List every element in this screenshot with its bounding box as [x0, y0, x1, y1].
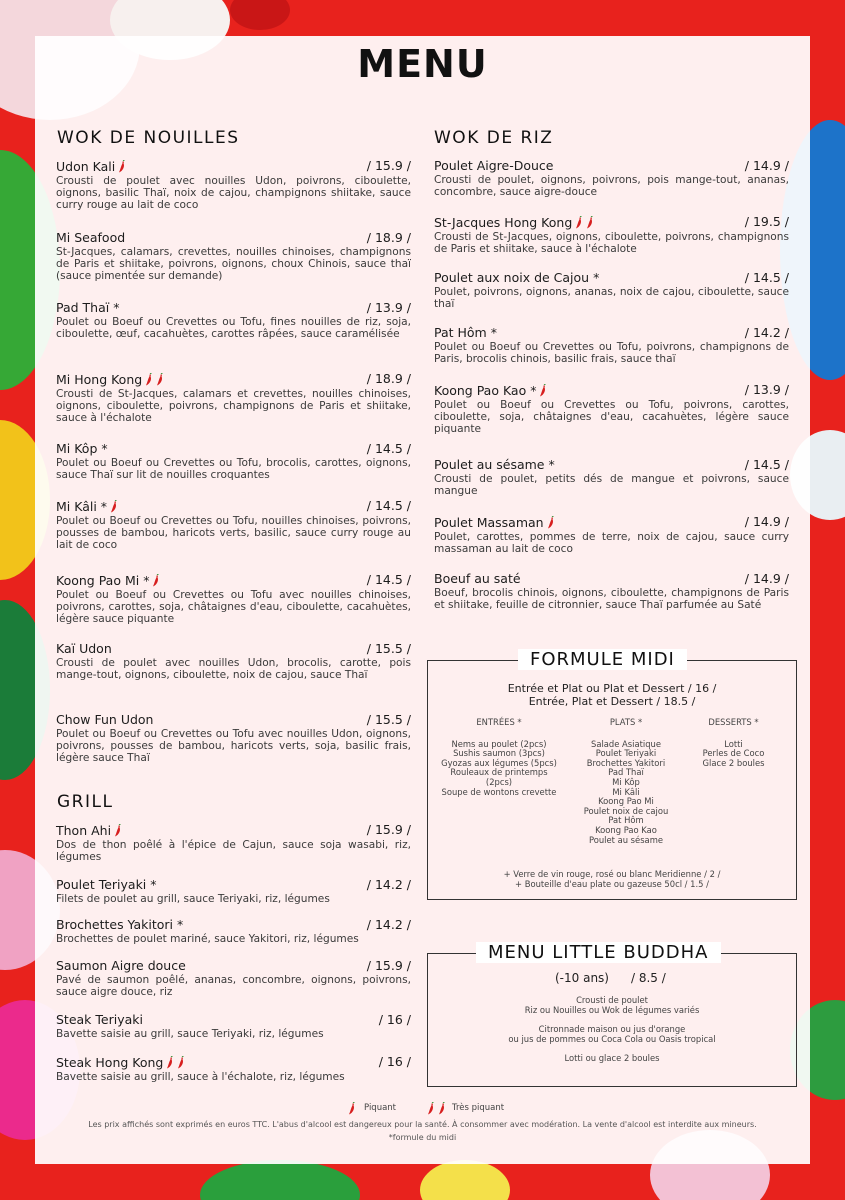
- disclaimer: Les prix affichés sont exprimés en euros TTC. L'abus d'alcool est dangereux pour la santé. À consommer avec modération. La vente d'alcool est interdite aux mineurs.: [88, 1120, 757, 1129]
- menu-item-name: [434, 214, 594, 230]
- menu-item-name-text: Boeuf au saté: [434, 571, 521, 586]
- little-buddha-title: MENU LITTLE BUDDHA: [476, 942, 721, 963]
- menu-item-name: [434, 325, 497, 340]
- menu-item-name-text: Chow Fun Udon: [56, 712, 154, 727]
- formule-list-item: Poulet noix de cajou: [583, 805, 669, 816]
- menu-item-header: [434, 270, 789, 285]
- formule-note: *formule du midi: [388, 1133, 457, 1142]
- menu-item-header: [56, 158, 411, 174]
- menu-item-description: Dos de thon poêlé à l'épice de Cajun, sauce soja wasabi, riz, légumes: [56, 839, 411, 863]
- section-heading-wok-nouilles: WOK DE NOUILLES: [57, 128, 240, 148]
- menu-item-header: [434, 158, 789, 173]
- menu-item-name-text: Saumon Aigre douce: [56, 958, 186, 973]
- menu-item: [56, 158, 411, 211]
- menu-item: [56, 371, 411, 424]
- chili-icon: [114, 824, 122, 837]
- desserts-list: [686, 740, 781, 769]
- menu-item: [56, 641, 411, 681]
- menu-item-header: [56, 441, 411, 456]
- chili-icon: [547, 516, 555, 529]
- formule-midi-title: FORMULE MIDI: [518, 649, 687, 670]
- chili-icon: [345, 1100, 356, 1116]
- formule-list-item: Lotti: [724, 738, 743, 749]
- menu-item-header: [434, 457, 789, 472]
- formule-extra-water: + Bouteille d'eau plate ou gazeuse 50cl / 1.5 /: [515, 878, 709, 889]
- page-title: MENU: [357, 42, 488, 86]
- plats-list: [567, 740, 685, 846]
- menu-item: [56, 441, 411, 481]
- menu-item-price: / 18.9 /: [366, 230, 411, 245]
- little-buddha-dessert: Lotti ou glace 2 boules: [564, 1053, 660, 1064]
- menu-item-name-text: Udon Kali: [56, 159, 116, 174]
- little-buddha-drink: Citronnade maison ou jus d'orange: [538, 1024, 686, 1035]
- menu-item-header: [434, 571, 789, 586]
- chili-icon: [166, 1056, 174, 1069]
- menu-item-description: St-Jacques, calamars, crevettes, nouilles chinoises, champignons de Paris et shiitake, poivrons, oignons, choux Chinois, sauce thaï (sauce pimentée sur demande): [56, 246, 411, 282]
- menu-item-description: Brochettes de poulet mariné, sauce Yakitori, riz, légumes: [56, 933, 359, 945]
- menu-item-price: / 14.5 /: [366, 572, 411, 587]
- chili-icon: [427, 1102, 435, 1115]
- menu-item-header: [56, 712, 411, 727]
- formule-list-item: Pat Hôm: [608, 815, 644, 826]
- chili-icon: [156, 373, 164, 386]
- menu-item: [434, 270, 789, 310]
- chili-icon: [575, 216, 583, 229]
- menu-item-description: Poulet ou Boeuf ou Crevettes ou Tofu avec nouilles Udon, oignons, poivrons, pousses de bambou, haricots verts, soja, basilic frais, légère sauce Thaï: [56, 728, 411, 764]
- menu-item-name: [56, 572, 160, 588]
- menu-item-price: / 15.5 /: [366, 712, 411, 727]
- menu-item-price: / 15.9 /: [366, 158, 411, 173]
- formule-list-item: Koong Pao Kao: [595, 824, 657, 835]
- section-heading-grill: GRILL: [57, 792, 114, 812]
- menu-item-name-text: Mi Kôp *: [56, 441, 108, 456]
- menu-item-header: [56, 641, 411, 656]
- menu-item-description: Crousti de poulet avec nouilles Udon, poivrons, ciboulette, oignons, basilic Thaï, noix de cajou, champignons shiitake, sauce curry rouge au lait de coco: [56, 175, 411, 211]
- menu-item-name-text: Brochettes Yakitori *: [56, 917, 184, 932]
- menu-item-name: [56, 917, 183, 932]
- chili-icon: [539, 384, 547, 397]
- formule-list-item: Glace 2 boules: [702, 757, 765, 768]
- menu-item-description: Crousti de St-Jacques, oignons, ciboulette, poivrons, champignons de Paris et shiitake, sauce à l'échalote: [434, 231, 789, 255]
- menu-item: [56, 1054, 411, 1083]
- formule-list-item: Poulet Teriyaki: [595, 748, 657, 759]
- formule-list-item: Gyozas aux légumes (5pcs): [441, 757, 557, 768]
- chili-icon: [145, 373, 153, 386]
- formule-list-item: Sushis saumon (3pcs): [453, 748, 545, 759]
- legend-tres-piquant: Très piquant: [452, 1103, 505, 1113]
- menu-item: [434, 514, 789, 555]
- menu-item-name-text: Mi Hong Kong: [56, 372, 143, 387]
- menu-item-description: Bavette saisie au grill, sauce à l'échalote, riz, légumes: [56, 1071, 345, 1083]
- formule-midi-option-1: Entrée et Plat ou Plat et Dessert / 16 /: [507, 682, 717, 695]
- menu-item-description: Poulet ou Boeuf ou Crevettes ou Tofu, nouilles chinoises, poivrons, pousses de bambou, haricots verts, basilic, sauce curry rouge au lait de coco: [56, 515, 411, 551]
- little-buddha-drink-alt: ou jus de pommes ou Coca Cola ou Oasis tropical: [508, 1033, 716, 1044]
- menu-item-price: / 15.9 /: [366, 958, 411, 973]
- chili-icon: [348, 1102, 356, 1115]
- entrees-list: [440, 740, 558, 798]
- menu-item-header: [56, 1012, 411, 1027]
- little-buddha-content: [427, 996, 797, 1064]
- menu-item-price: / 14.2 /: [366, 917, 411, 932]
- menu-item-price: / 13.9 /: [366, 300, 411, 315]
- menu-item-name: [56, 441, 108, 456]
- menu-item-price: / 13.9 /: [744, 382, 789, 397]
- menu-item-header: [56, 230, 411, 245]
- menu-item: [56, 300, 411, 340]
- menu-item-header: [434, 325, 789, 340]
- menu-item-name-text: St-Jacques Hong Kong: [434, 215, 573, 230]
- leaf-decoration: [200, 1160, 360, 1200]
- menu-item-description: Poulet ou Boeuf ou Crevettes ou Tofu, brocolis, carottes, oignons, sauce Thaï sur lit de nouilles croquantes: [56, 457, 411, 481]
- menu-item-header: [56, 917, 411, 932]
- menu-item-name-text: Pad Thaï *: [56, 300, 120, 315]
- menu-item-name: [56, 877, 157, 892]
- menu-item-description: Bavette saisie au grill, sauce Teriyaki, riz, légumes: [56, 1028, 324, 1040]
- menu-item-name: [434, 514, 555, 530]
- menu-item-name-text: Mi Seafood: [56, 230, 126, 245]
- formule-midi-option-2: Entrée, Plat et Dessert / 18.5 /: [528, 695, 696, 708]
- menu-item-price: / 14.9 /: [744, 514, 789, 529]
- chili-icon: [152, 574, 160, 587]
- formule-extras: [427, 870, 797, 889]
- menu-item-name-text: Poulet Teriyaki *: [56, 877, 157, 892]
- menu-item-name-text: Poulet Massaman: [434, 515, 544, 530]
- menu-item-description: Filets de poulet au grill, sauce Teriyaki, riz, légumes: [56, 893, 330, 905]
- menu-item: [56, 1012, 411, 1040]
- menu-item-header: [56, 498, 411, 514]
- formule-list-item: Perles de Coco: [702, 748, 765, 759]
- chili-legend: [345, 1100, 504, 1116]
- menu-item: [56, 917, 411, 945]
- menu-item: [434, 457, 789, 497]
- menu-item: [56, 230, 411, 282]
- menu-item-name: [56, 1054, 185, 1070]
- menu-item-header: [56, 572, 411, 588]
- menu-item-description: Poulet ou Boeuf ou Crevettes ou Tofu, poivrons, carottes, ciboulette, soja, châtaignes d'eau, cacahuètes, légère sauce piquante: [434, 399, 789, 435]
- menu-item-header: [56, 877, 411, 892]
- menu-item-name: [434, 270, 599, 285]
- menu-item-description: Crousti de poulet, oignons, poivrons, pois mange-tout, ananas, concombre, sauce aigre-douce: [434, 174, 789, 198]
- menu-item: [56, 712, 411, 764]
- menu-item-name-text: Poulet au sésame *: [434, 457, 555, 472]
- menu-item-price: / 14.2 /: [744, 325, 789, 340]
- desserts-heading: DESSERTS *: [708, 717, 759, 727]
- formule-midi-pricing: [427, 682, 797, 708]
- chili-icon: [118, 160, 126, 173]
- menu-item-description: Poulet ou Boeuf ou Crevettes ou Tofu, poivrons, champignons de Paris, brocolis chinois, basilic frais, sauce thaï: [434, 341, 789, 365]
- menu-item-name: [56, 300, 119, 315]
- menu-item-name: [56, 371, 164, 387]
- menu-item-header: [56, 822, 411, 838]
- menu-item-price: / 15.9 /: [366, 822, 411, 837]
- formule-list-item: Nems au poulet (2pcs): [451, 738, 547, 749]
- menu-item: [56, 572, 411, 625]
- menu-item-header: [434, 214, 789, 230]
- menu-item: [434, 214, 789, 255]
- menu-item-price: / 16 /: [378, 1012, 411, 1027]
- chili-icon: [110, 500, 118, 513]
- chili-icon: [177, 1056, 185, 1069]
- menu-item-name-text: Poulet Aigre-Douce: [434, 158, 554, 173]
- menu-item-header: [56, 371, 411, 387]
- menu-item-name: [56, 158, 126, 174]
- entrees-heading: ENTRÉES *: [476, 717, 522, 727]
- menu-item-price: / 15.5 /: [366, 641, 411, 656]
- menu-item-name: [56, 641, 112, 656]
- menu-item-name-text: Kaï Udon: [56, 641, 112, 656]
- menu-item-price: / 16 /: [378, 1054, 411, 1069]
- formule-desserts-column: [686, 718, 781, 768]
- formule-list-item: Rouleaux de printemps (2pcs): [450, 767, 548, 787]
- section-heading-wok-riz: WOK DE RIZ: [434, 128, 554, 148]
- menu-item-price: / 14.5 /: [366, 441, 411, 456]
- menu-item-name: [56, 498, 118, 514]
- double-chili-icon: [424, 1100, 446, 1116]
- menu-item-name: [434, 571, 521, 586]
- menu-item-description: Boeuf, brocolis chinois, oignons, ciboulette, champignons de Paris et shiitake, feuille de citronnier, sauce Thaï parfumée au Saté: [434, 587, 789, 611]
- menu-item: [56, 958, 411, 998]
- menu-item: [56, 877, 411, 905]
- formule-entrees-column: [440, 718, 558, 797]
- chili-icon: [586, 216, 594, 229]
- menu-item-name: [56, 712, 153, 727]
- menu-item-description: Poulet, carottes, pommes de terre, noix de cajou, sauce curry massaman au lait de coco: [434, 531, 789, 555]
- little-buddha-main: Crousti de poulet: [576, 995, 648, 1005]
- menu-item-description: Pavé de saumon poêlé, ananas, concombre, oignons, poivrons, sauce aigre douce, riz: [56, 974, 411, 998]
- menu-item-header: [56, 958, 411, 973]
- menu-item-name: [56, 822, 122, 838]
- menu-item-name: [56, 958, 186, 973]
- menu-item-name: [434, 158, 553, 173]
- little-buddha-side: Riz ou Nouilles ou Wok de légumes variés: [524, 1004, 700, 1015]
- menu-item-description: Poulet, poivrons, oignons, ananas, noix de cajou, ciboulette, sauce thaï: [434, 286, 789, 310]
- menu-item-description: Poulet ou Boeuf ou Crevettes ou Tofu, fines nouilles de riz, soja, ciboulette, œuf, cacahuètes, carottes râpées, sauce caramélisée: [56, 316, 411, 340]
- formule-list-item: Salade Asiatique: [591, 738, 661, 749]
- menu-item-price: / 14.5 /: [744, 457, 789, 472]
- menu-item-header: [434, 514, 789, 530]
- formule-list-item: Soupe de wontons crevette: [441, 786, 557, 797]
- formule-list-item: Mi Kôp: [612, 776, 640, 787]
- menu-item-price: / 14.5 /: [744, 270, 789, 285]
- formule-list-item: Pad Thaï: [608, 767, 644, 778]
- menu-item-name-text: Mi Kâli *: [56, 499, 108, 514]
- menu-item: [434, 325, 789, 365]
- formule-plats-column: [567, 718, 685, 845]
- menu-item-name: [434, 382, 547, 398]
- menu-item-name-text: Thon Ahi: [56, 823, 112, 838]
- menu-item-name-text: Koong Pao Mi *: [56, 573, 150, 588]
- menu-item-price: / 18.9 /: [366, 371, 411, 386]
- menu-item-name-text: Steak Hong Kong: [56, 1055, 164, 1070]
- formule-list-item: Koong Pao Mi: [598, 796, 654, 807]
- menu-item-header: [56, 300, 411, 315]
- menu-item: [434, 382, 789, 435]
- formule-list-item: Mi Kâli: [612, 786, 640, 797]
- formule-list-item: Poulet au sésame: [588, 834, 664, 845]
- menu-item-price: / 14.2 /: [366, 877, 411, 892]
- menu-item-price: / 14.9 /: [744, 571, 789, 586]
- little-buddha-age: (-10 ans): [555, 971, 609, 985]
- menu-item-price: / 14.9 /: [744, 158, 789, 173]
- menu-item-description: Poulet ou Boeuf ou Crevettes ou Tofu avec nouilles chinoises, poivrons, carottes, soja, châtaignes d'eau, ciboulette, cacahuètes, légère sauce piquante: [56, 589, 411, 625]
- menu-item: [56, 822, 411, 863]
- chili-icon: [438, 1102, 446, 1115]
- menu-item-name-text: Koong Pao Kao *: [434, 383, 537, 398]
- menu-item-name: [56, 1012, 143, 1027]
- menu-item-header: [434, 382, 789, 398]
- menu-item-price: / 19.5 /: [744, 214, 789, 229]
- menu-item-name-text: Poulet aux noix de Cajou *: [434, 270, 600, 285]
- little-buddha-price: / 8.5 /: [631, 971, 666, 985]
- legend-piquant: Piquant: [364, 1103, 397, 1113]
- menu-item-name: [434, 457, 555, 472]
- menu-item-description: Crousti de poulet, petits dés de mangue et poivrons, sauce mangue: [434, 473, 789, 497]
- menu-item: [434, 158, 789, 198]
- menu-item-price: / 14.5 /: [366, 498, 411, 513]
- formule-extra-wine: + Verre de vin rouge, rosé ou blanc Meridienne / 2 /: [503, 869, 721, 879]
- menu-item-header: [56, 1054, 411, 1070]
- menu-item: [434, 571, 789, 611]
- menu-item: [56, 498, 411, 551]
- plats-heading: PLATS *: [609, 717, 643, 727]
- menu-item-description: Crousti de St-Jacques, calamars et crevettes, nouilles chinoises, oignons, ciboulette, poivrons, champignons de Paris et shiitake, sauce à l'échalote: [56, 388, 411, 424]
- flower-decoration: [230, 0, 290, 30]
- formule-list-item: Brochettes Yakitori: [586, 757, 666, 768]
- menu-item-name-text: Pat Hôm *: [434, 325, 497, 340]
- flower-decoration: [420, 1160, 510, 1200]
- menu-item-description: Crousti de poulet avec nouilles Udon, brocolis, carotte, pois mange-tout, oignons, ciboulette, noix de cajou, sauce Thaï: [56, 657, 411, 681]
- menu-item-name-text: Steak Teriyaki: [56, 1012, 143, 1027]
- menu-item-name: [56, 230, 125, 245]
